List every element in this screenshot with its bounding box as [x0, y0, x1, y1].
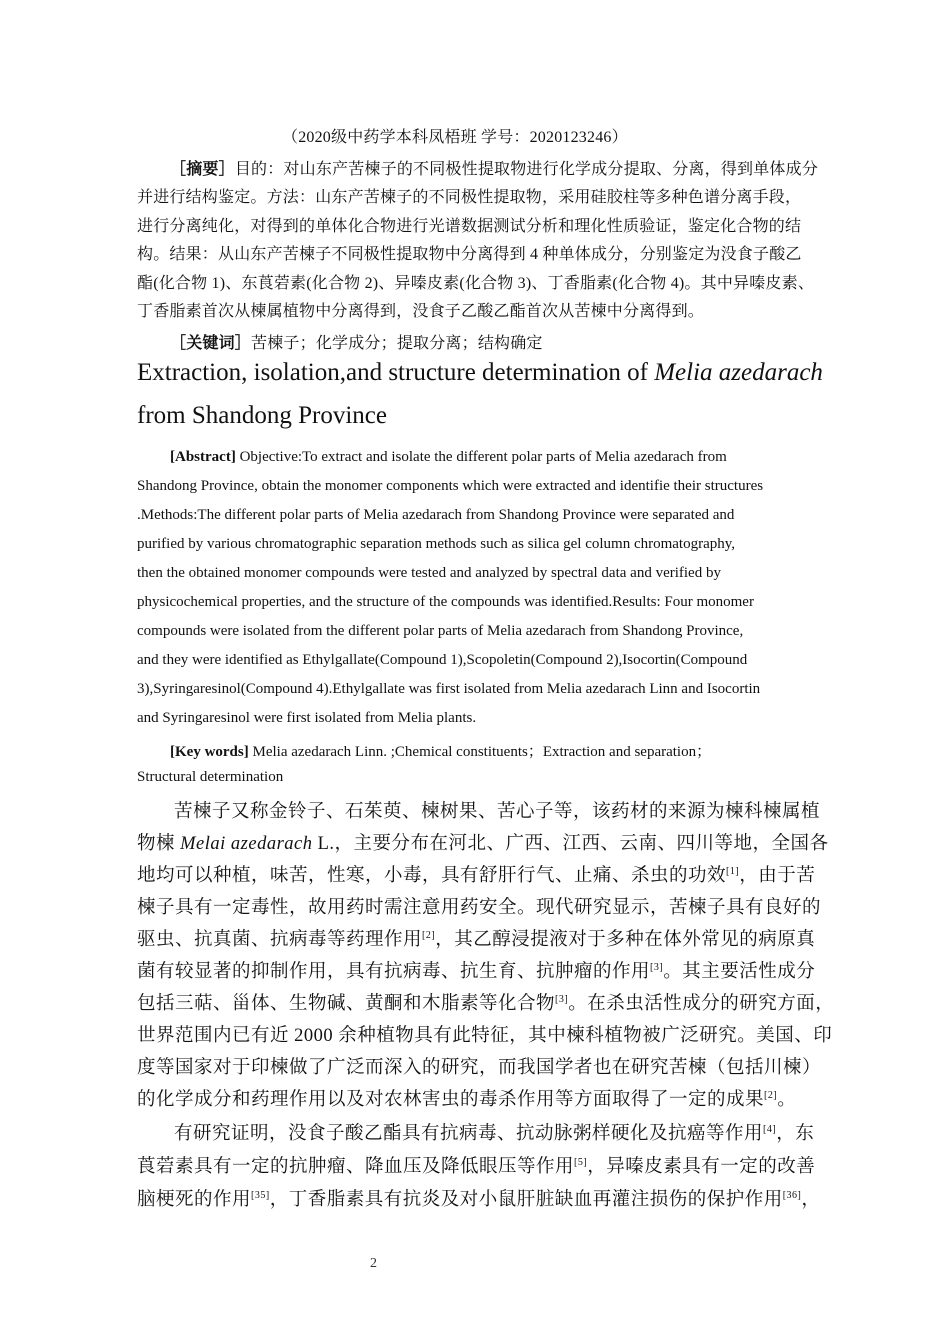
- abstract-label-zh: ［摘要］: [170, 161, 235, 178]
- class-info: （2020级中药学本科凤梧班 学号：2020123246）: [282, 129, 628, 146]
- citation: [35]: [251, 1189, 270, 1201]
- keywords-zh: ［关键词］苦楝子；化学成分；提取分离；结构确定: [170, 335, 543, 352]
- citation: [3]: [650, 961, 664, 973]
- citation: [5]: [574, 1156, 588, 1168]
- document-page: （2020级中药学本科凤梧班 学号：2020123246） ［摘要］目的：对山东产苦楝子的不同极性提取物进行化学成分提取、分离，得到单体成分 并进行结构鉴定。方法：山东产苦楝子的不同极性提取物，采用硅胶柱等多种色谱分离手段， 进行分离纯化，对得到的单体化合物进行光谱数据测试分析和理化性质验证，鉴定化合物的结 构。结果：从山东产苦楝子不同极性提取物中分离得到 4 种单体成分，分别鉴定为没食子酸乙 酯(化合物 1)、东莨菪素(化合物 2)、异嗪皮素(化合物 3)、丁香脂素(化合物 4)。其中异嗪皮素、 丁香脂素首次从楝属植物中分离得到，没食子乙酸乙酯首次从苦楝中分离得到。 ［关键词］苦楝子；化学成分；提取分离；结构确定 Extraction, isolation,and structure determination of Melia azedarach from Shandong Province [Abstract] Objective:To extract and isolate the different polar parts of Melia azedarach from Shandong Province, obtain the monomer components which were extracted and identifie their structures .Methods:The different polar parts of Melia azedarach from Shandong Province were separated and purified by various chromatographic separation methods such as silica gel column chromatography, then the obtained monomer compounds were tested and analyzed by spectral data and verified by physicochemical properties, and the structure of the compounds was identified.Results: Four monomer compounds were isolated from the different polar parts of Melia azedarach from Shandong Province, and they were identified as Ethylgallate(Compound 1),Scopoletin(Compound 2),Isocortin(Compound 3),Syringaresinol(Compound 4).Ethylgallate was first isolated from Melia azedarach Linn and Isocortin and Syringaresinol were first isolated from Melia plants. [Key words] Melia azedarach Linn. ;Chemical constituents；Extraction and separation； Structural determination 苦楝子又称金铃子、石茱萸、楝树果、苦心子等，该药材的来源为楝科楝属植 物楝 Melai azedarach L.，主要分布在河北、广西、江西、云南、四川等地，全国各 地均可以种植，味苦，性寒，小毒，具有舒肝行气、止痛、杀虫的功效[1]，由于苦 楝子具有一定毒性，故用药时需注意用药安全。现代研究显示，苦楝子具有良好的 驱虫、抗真菌、抗病毒等药理作用[2]，其乙醇浸提液对于多种在体外常见的病原真 菌有较显著的抑制作用，具有抗病毒、抗生育、抗肿瘤的作用[3]。其主要活性成分 包括三萜、甾体、生物碱、黄酮和木脂素等化合物[3]。在杀虫活性成分的研究方面， 世界范围内已有近 2000 余种植物具有此特征，其中楝科植物被广泛研究。美国、印 度等国家对于印楝做了广泛而深入的研究，而我国学者也在研究苦楝（包括川楝） 的化学成分和药理作用以及对农林害虫的毒杀作用等方面取得了一定的成果[2]。 有研究证明，没食子酸乙酯具有抗病毒、抗动脉粥样硬化及抗癌等作用[4]，东 莨菪素具有一定的抗肿瘤、降血压及降低眼压等作用[5]，异嗪皮素具有一定的改善 脑梗死的作用[35]，丁香脂素具有抗炎及对小鼠肝脏缺血再灌注损伤的保护作用[36]， 2: [0, 0, 950, 1344]
- citation: [2]: [422, 929, 436, 941]
- citation: [1]: [726, 865, 740, 877]
- citation: [4]: [763, 1123, 777, 1135]
- citation: [36]: [782, 1189, 802, 1201]
- abstract-label-en: [Abstract]: [170, 449, 236, 465]
- page-number: 2: [370, 1256, 377, 1271]
- citation: [3]: [555, 993, 569, 1005]
- keywords-en: [Key words] Melia azedarach Linn. ;Chemical constituents；Extraction and separation；: [170, 744, 712, 760]
- citation: [2]: [764, 1089, 778, 1101]
